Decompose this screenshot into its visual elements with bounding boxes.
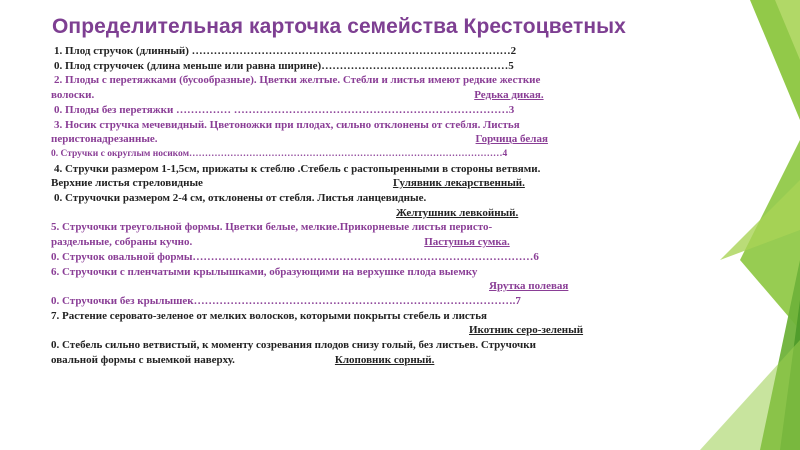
key-line-text: 0. Стручки с округлым носиком………………………………………………………………………………………4	[51, 148, 508, 159]
key-line	[48, 353, 648, 368]
key-line-text: раздельные, собраны кучно.	[51, 236, 193, 249]
key-line-text: 1. Плод стручок (длинный) ……………………………………………………………………………2	[54, 45, 517, 57]
key-line-text: 5. Стручочки треугольной формы. Цветки белые, мелкие.Прикорневые листья перисто-	[51, 221, 493, 234]
key-line-text: 0. Стручочки без крылышек…………………………………………………………………………….7	[51, 294, 521, 307]
key-line	[48, 206, 648, 221]
key-line	[48, 294, 648, 309]
key-line	[48, 176, 648, 191]
key-line	[48, 220, 648, 235]
key-line-text: 6. Стручочки с пленчатыми крылышками, образующими на верхушке плода выемку	[51, 265, 478, 278]
key-line-text: овальной формы с выемкой наверху.	[51, 353, 235, 366]
key-line	[48, 44, 648, 59]
key-line	[48, 147, 648, 162]
plant-name: Желтушник левкойный.	[396, 206, 519, 219]
determination-key	[48, 44, 648, 367]
card-title: Определительная карточка семейства Крестоцветных	[52, 15, 626, 38]
key-line-text: 2. Плоды с перетяжками (бусообразные). Цветки желтые. Стебли и листья имеют редкие жесткие	[54, 74, 541, 87]
key-line-text: 7. Растение серовато-зеленое от мелких волосков, которыми покрыты стебель и листья	[51, 309, 487, 322]
key-line-text: 0. Стебель сильно ветвистый, к моменту созревания плодов снизу голый, без листьев. Стручочки	[51, 339, 536, 352]
key-line-text: 4. Стручки размером 1-1,5см, прижаты к стеблю .Стебель с растопыренными в стороны ветвями.	[54, 162, 541, 175]
key-line	[48, 338, 648, 353]
key-line	[48, 191, 648, 206]
decorative-green-shapes	[640, 0, 800, 450]
key-line	[48, 309, 648, 324]
key-line	[48, 162, 648, 177]
key-line-text: Верхние листья стреловидные	[51, 177, 203, 190]
plant-name: Клоповник сорный.	[334, 353, 435, 366]
key-line-text: волоски.	[51, 89, 95, 102]
key-line	[48, 279, 648, 294]
key-line-text: 0. Плод стручочек (длина меньше или равна ширине)……………………………………………5	[54, 59, 514, 72]
key-line	[48, 235, 648, 250]
key-line	[48, 250, 648, 265]
key-line	[48, 132, 648, 147]
key-line	[48, 59, 648, 74]
key-line	[48, 118, 648, 133]
plant-name: Гулявник лекарственный.	[392, 177, 525, 190]
key-line-text: 3. Носик стручка мечевидный. Цветоножки при плодах, сильно отклонены от стебля. Листья	[54, 118, 520, 131]
key-line-text: 0. Плоды без перетяжки …………… …………………………………………………………………3	[54, 103, 515, 116]
key-line	[48, 265, 648, 280]
key-line-text: перистонадрезанные.	[51, 133, 158, 146]
plant-name: Пастушья сумка.	[424, 236, 510, 249]
plant-name: Ярутка полевая	[489, 280, 569, 293]
key-line	[48, 103, 648, 118]
key-line-text: 0. Стручочки размером 2-4 см, отклонены от стебля. Листья ланцевидные.	[54, 192, 427, 205]
key-line-text: 0. Стручок овальной формы…………………………………………………………………………………6	[51, 250, 539, 263]
plant-name: Горчица белая	[475, 133, 548, 146]
plant-name: Редька дикая.	[474, 89, 544, 102]
plant-name: Икотник серо-зеленый	[469, 324, 584, 337]
key-line	[48, 73, 648, 88]
key-line	[48, 88, 648, 103]
key-line	[48, 323, 648, 338]
